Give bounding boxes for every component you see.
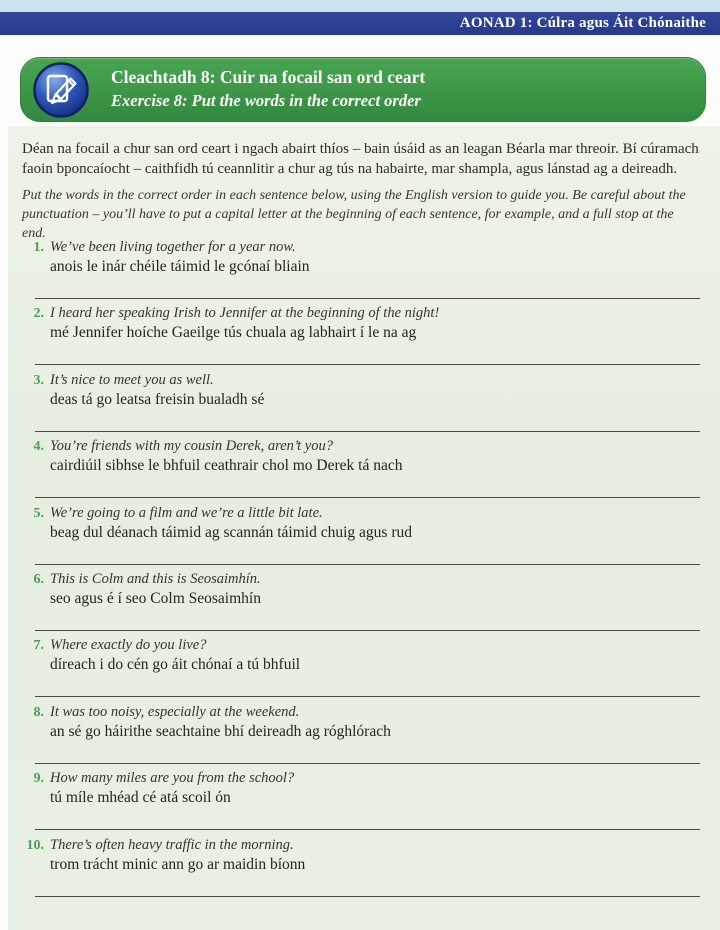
irish-jumbled-words: seo agus é í seo Colm Seosaimhín (50, 589, 261, 607)
exercise-item-6 (22, 571, 700, 637)
english-sentence: We’ve been living together for a year now. (50, 239, 296, 255)
english-sentence: You’re friends with my cousin Derek, aren’t you? (50, 438, 333, 455)
unit-header-title: AONAD 1: Cúlra agus Áit Chónaithe (459, 15, 706, 31)
exercise-item-7 (22, 637, 700, 703)
item-number: 4. (33, 439, 44, 455)
exercise-items (22, 239, 700, 903)
item-number: 7. (33, 638, 44, 654)
answer-line[interactable] (35, 298, 700, 299)
exercise-item-10 (22, 837, 700, 903)
item-number: 9. (33, 771, 44, 787)
answer-line[interactable] (35, 763, 700, 764)
english-sentence: Where exactly do you live? (50, 637, 207, 654)
irish-jumbled-words: deas tá go leatsa freisin bualadh sé (50, 390, 265, 408)
unit-header-bar (0, 12, 720, 35)
item-number: 2. (33, 306, 44, 322)
exercise-item-4 (22, 438, 700, 504)
answer-line[interactable] (35, 497, 700, 498)
answer-line[interactable] (35, 829, 700, 830)
exercise-item-1 (22, 239, 700, 305)
item-number: 1. (33, 240, 44, 255)
english-sentence: It’s nice to meet you as well. (50, 371, 214, 388)
item-number: 6. (33, 571, 44, 587)
exercise-item-2 (22, 305, 700, 371)
english-sentence: I heard her speaking Irish to Jennifer at the beginning of the night! (50, 305, 440, 322)
irish-jumbled-words: díreach i do cén go áit chónaí a tú bhfuil (50, 656, 301, 674)
pencil-notepad-icon (32, 61, 90, 119)
answer-line[interactable] (35, 696, 700, 697)
answer-line[interactable] (35, 564, 700, 565)
item-number: 5. (33, 505, 44, 521)
exercise-item-9 (22, 770, 700, 836)
answer-line[interactable] (35, 630, 700, 631)
exercise-banner (20, 57, 706, 122)
irish-jumbled-words: cairdiúil sibhse le bhfuil ceathrair chol mo Derek tá nach (50, 457, 403, 475)
instructions-english: Put the words in the correct order in each sentence below, using the English version to guide you. Be careful about the punctuation – you’ll have to put a capital letter at the beginning of each sentence, for example, and a full stop at the end. (22, 188, 686, 241)
english-sentence: It was too noisy, especially at the weekend. (50, 703, 300, 720)
instructions-irish: Déan na focail a chur san ord ceart i ngach abairt thíos – bain úsáid as an leagan Béarla mar threoir. Bí cúramach faoin bponcaíocht – caithfidh tú ceannlitir a chur ag tús na habairte, mar shampla, agus lánstad ag a deireadh. (22, 141, 699, 177)
item-number: 10. (26, 837, 44, 853)
answer-line[interactable] (35, 896, 700, 897)
banner-title-irish: Cleachtadh 8: Cuir na focail san ord ceart (111, 67, 426, 87)
answer-line[interactable] (35, 431, 700, 432)
answer-line[interactable] (35, 364, 700, 365)
irish-jumbled-words: beag dul déanach táimid ag scannán táimid chuig agus rud (50, 523, 412, 541)
banner-title-english: Exercise 8: Put the words in the correct order (111, 91, 421, 110)
english-sentence: We’re going to a film and we’re a little bit late. (50, 504, 323, 521)
exercise-item-5 (22, 505, 700, 571)
english-sentence: How many miles are you from the school? (50, 770, 295, 787)
item-number: 8. (33, 704, 44, 720)
item-number: 3. (33, 372, 44, 388)
irish-jumbled-words: trom trácht minic ann go ar maidin bíonn (50, 855, 306, 873)
irish-jumbled-words: tú míle mhéad cé atá scoil ón (50, 789, 231, 807)
irish-jumbled-words: an sé go háirithe seachtaine bhí deireadh ag róghlórach (50, 722, 391, 740)
irish-jumbled-words: mé Jennifer hoíche Gaeilge tús chuala ag labhairt í le na ag (50, 324, 417, 342)
exercise-item-8 (22, 704, 700, 770)
page-top-strip (0, 0, 720, 12)
exercise-item-3 (22, 372, 700, 438)
irish-jumbled-words: anois le inár chéile táimid le gcónaí bliain (50, 258, 310, 275)
english-sentence: There’s often heavy traffic in the morning. (50, 836, 294, 853)
english-sentence: This is Colm and this is Seosaimhín. (50, 570, 261, 587)
